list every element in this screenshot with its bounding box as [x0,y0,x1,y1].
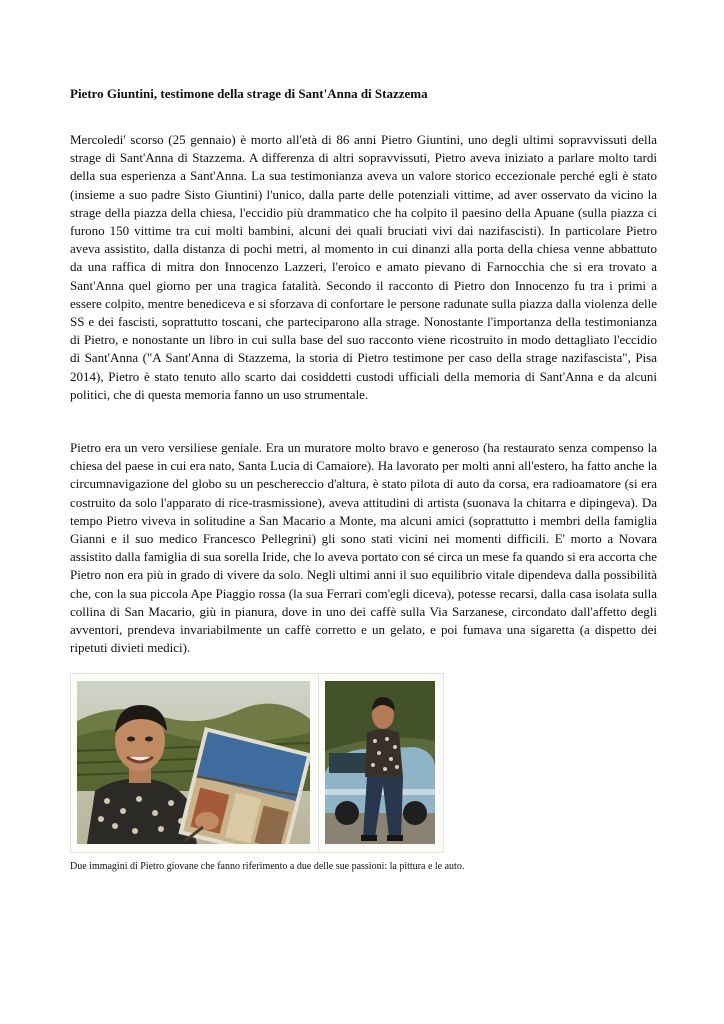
paragraph-1: Mercoledi' scorso (25 gennaio) è morto all'età di 86 anni Pietro Giuntini, uno degli ultimi sopravvissuti della strage di Sant'Anna di Stazzema. A differenza di altri sopravvissuti, Pietro aveva iniziato a parlare molto tardi della sua esperienza a Sant'Anna. La sua testimonianza aveva un valore storico eccezionale perché egli è stato (insieme a suo padre Sisto Giuntini) l'unico, dalla parte delle potenziali vittime, ad aver osservato da vicino la strage della piazza della chiesa, l'eccidio più drammatico che ha colpito il paesino della Apuane (sulla piazza ci furono 150 vittime tra cui molti bambini, alcuni dei quali bruciati vivi dai nazifascisti). In particolare Pietro aveva assistito, dalla distanza di pochi metri, al momento in cui dinanzi alla porta della chiesa venne abbattuto da una raffica di mitra don Innocenzo Lazzeri, l'eroico e amato pievano di Farnocchia che si era trovato a Sant'Anna quel giorno per una tragica fatalità. Secondo il racconto di Pietro don Innocenzo fu tra i primi a essere colpito, mentre benediceva e si sforzava di confortare le persone radunate sulla piazza dalla violenza delle SS e dei fascisti, soprattutto toscani, che parteciparono alla strage. Nonostante l'importanza della testimonianza di Pietro, e nonostante un libro in cui sulla base del suo racconto viene ricostruito in modo dettagliato l'eccidio di Sant'Anna ("A Sant'Anna di Stazzema, la storia di Pietro testimone per caso della strage nazifascista", Pisa 2014), Pietro è stato tenuto allo scarto dai cosiddetti custodi ufficiali della memoria di Sant'Anna e da alcuni politici, che di questa memoria fanno un uso strumentale. [70,132,657,402]
photo-pietro-painting [77,681,310,844]
photo-caption: Due immagini di Pietro giovane che fanno riferimento a due delle sue passioni: la pittura e le auto. [70,861,465,872]
paragraph-2: Pietro era un vero versiliese geniale. Era un muratore molto bravo e generoso (ha restaurato senza compenso la chiesa del paese in cui era nato, Santa Lucia di Camaiore). Ha lavorato per molti anni all'estero, ha fatto anche la circumnavigazione del globo su un peschereccio d'altura, è stato pilota di auto da corsa, era radioamatore (si era costruito da solo l'apparato di rice-trasmissione), aveva attitudini di artista (suonava la chitarra e dipingeva). Da tempo Pietro viveva in solitudine a San Macario a Monte, ma alcuni amici (soprattutto i membri della famiglia Gianni e il suo medico Francesco Pellegrini) gli sono stati vicini nei momenti difficili. E' morto a Novara assistito dalla famiglia di sua sorella Iride, che lo aveva portato con sé circa un mese fa quando si era accorta che Pietro non era più in grado di vivere da solo. Negli ultimi anni il suo equilibrio vitale dipendeva dalla possibilità che, con la sua piccola Ape Piaggio rossa (la sua Ferrari com'egli diceva), potesse recarsi, dalla casa isolata sulla collina di San Macario, giù in pianura, dove in uno dei caffè sulla Via Sarzanese, circondato dall'affetto degli avventori, prendeva invariabilmente un caffè corretto e un gelato, e poi fumava una sigaretta (a dispetto dei ripetuti divieti medici). [70,440,657,656]
painting-photo-illustration [77,681,310,844]
photo-pietro-car [325,681,435,844]
article-title: Pietro Giuntini, testimone della strage di Sant'Anna di Stazzema [70,86,428,101]
car-photo-illustration [325,681,435,844]
